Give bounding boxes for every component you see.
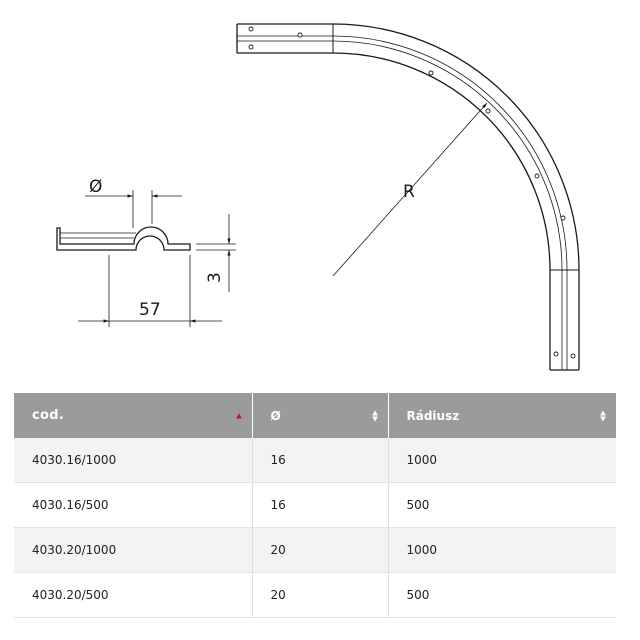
cell-diameter: 20 [252, 573, 388, 618]
cell-code: 4030.16/500 [14, 483, 252, 528]
table-body [14, 438, 616, 618]
column-header-code[interactable] [14, 393, 252, 438]
cell-diameter: 16 [252, 483, 388, 528]
dimension-height-label: 3 [205, 272, 225, 283]
cell-code: 4030.20/500 [14, 573, 252, 618]
table-row [14, 438, 616, 483]
sort-both-icon[interactable] [372, 410, 378, 421]
cell-radius: 1000 [388, 438, 616, 483]
cell-code: 4030.20/1000 [14, 528, 252, 573]
cell-diameter: 16 [252, 438, 388, 483]
cell-radius: 500 [388, 483, 616, 528]
table-row [14, 573, 616, 618]
table-header [14, 393, 616, 438]
cell-diameter: 20 [252, 528, 388, 573]
dimension-radius-label: R [403, 182, 415, 202]
dimension-width-label: 57 [139, 300, 161, 320]
column-header-diameter[interactable] [252, 393, 388, 438]
table-row [14, 528, 616, 573]
sort-asc-icon[interactable] [236, 413, 242, 418]
product-table [14, 393, 616, 618]
cell-radius: 500 [388, 573, 616, 618]
dimension-diameter-label: Ø [89, 177, 103, 197]
column-header-diameter-label: Ø [270, 408, 281, 423]
column-header-radius[interactable] [388, 393, 616, 438]
cell-code: 4030.16/1000 [14, 438, 252, 483]
column-header-code-label: cod. [32, 408, 65, 423]
profile-cross-section [57, 227, 190, 250]
table-row [14, 483, 616, 528]
product-table-container [14, 393, 616, 618]
cell-radius: 1000 [388, 528, 616, 573]
sort-both-icon[interactable] [600, 410, 606, 421]
column-header-radius-label: Rádiusz [406, 408, 460, 423]
